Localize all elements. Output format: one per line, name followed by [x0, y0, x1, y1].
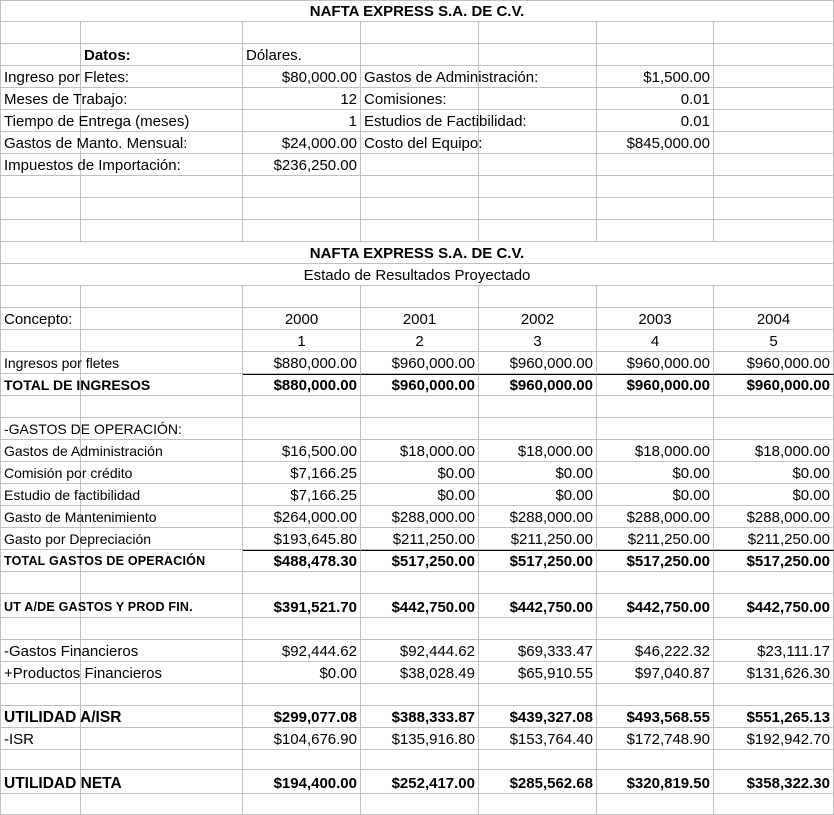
row-label[interactable]: Comisión por crédito [0, 462, 81, 484]
cell[interactable] [714, 198, 834, 220]
value-cell[interactable]: $92,444.62 [243, 640, 361, 662]
value-cell[interactable]: $38,028.49 [361, 662, 479, 684]
cell[interactable] [0, 330, 81, 352]
cell[interactable] [361, 286, 479, 308]
cell[interactable] [597, 176, 714, 198]
value-cell[interactable]: $7,166.25 [243, 462, 361, 484]
cell[interactable] [597, 572, 714, 594]
value-cell[interactable]: $442,750.00 [361, 594, 479, 618]
cell[interactable] [479, 22, 597, 44]
gastos-operacion-header-row [0, 418, 834, 440]
cell[interactable] [0, 176, 81, 198]
value-cell[interactable]: $0.00 [597, 462, 714, 484]
period-header[interactable]: 5 [714, 330, 834, 352]
cell[interactable] [243, 684, 361, 706]
utilidad-neta-row [0, 770, 834, 794]
cell[interactable] [81, 750, 243, 770]
value-cell[interactable]: $960,000.00 [714, 374, 834, 396]
period-header[interactable]: 2 [361, 330, 479, 352]
empty-row [0, 572, 834, 594]
cell[interactable] [714, 618, 834, 640]
empty-row [0, 198, 834, 220]
gasto-depreciacion-row [0, 528, 834, 550]
row-label[interactable]: UTILIDAD A/ISR [0, 706, 81, 728]
empty-row [0, 618, 834, 640]
cell[interactable] [714, 66, 834, 88]
cell[interactable] [361, 618, 479, 640]
datos-value-gastos-admin[interactable]: $1,500.00 [597, 66, 714, 88]
datos-value-impuestos-importacion[interactable]: $236,250.00 [243, 154, 361, 176]
value-cell[interactable]: $391,521.70 [243, 594, 361, 618]
value-cell[interactable]: $299,077.08 [243, 706, 361, 728]
cell[interactable] [479, 396, 597, 418]
datos-header-row [0, 44, 834, 66]
year-header[interactable]: 2001 [361, 308, 479, 330]
datos-label-impuestos-importacion[interactable]: Impuestos de Importación: [0, 154, 81, 176]
cell[interactable] [597, 618, 714, 640]
datos-label-costo-equipo[interactable]: Costo del Equipo: [361, 132, 479, 154]
value-cell[interactable]: $18,000.00 [479, 440, 597, 462]
cell[interactable] [479, 44, 597, 66]
estudio-factibilidad-row [0, 484, 834, 506]
cell[interactable] [0, 198, 81, 220]
value-cell[interactable]: $0.00 [597, 484, 714, 506]
cell[interactable] [597, 794, 714, 815]
productos-financieros-row [0, 662, 834, 684]
value-cell[interactable]: $358,322.30 [714, 770, 834, 794]
cell[interactable] [361, 198, 479, 220]
cell[interactable] [243, 176, 361, 198]
cell[interactable] [479, 132, 597, 154]
value-cell[interactable]: $320,819.50 [597, 770, 714, 794]
empty-row [0, 684, 834, 706]
cell[interactable] [81, 286, 243, 308]
year-header[interactable]: 2003 [597, 308, 714, 330]
cell[interactable] [361, 794, 479, 815]
value-cell[interactable]: $264,000.00 [243, 506, 361, 528]
title-row [0, 0, 834, 22]
row-label[interactable]: Gastos de Administración [0, 440, 81, 462]
year-header[interactable]: 2000 [243, 308, 361, 330]
row-label[interactable]: Gasto de Mantenimiento [0, 506, 81, 528]
statement-title[interactable]: Estado de Resultados Proyectado [0, 264, 834, 286]
row-label[interactable]: Ingresos por fletes [0, 352, 81, 374]
cell[interactable] [243, 618, 361, 640]
gastos-admin-row [0, 440, 834, 462]
value-cell[interactable]: $551,265.13 [714, 706, 834, 728]
datos-row [0, 110, 834, 132]
cell[interactable] [479, 794, 597, 815]
value-cell[interactable]: $442,750.00 [479, 594, 597, 618]
cell[interactable] [81, 308, 243, 330]
cell[interactable] [597, 220, 714, 242]
comision-credito-row [0, 462, 834, 484]
datos-row [0, 132, 834, 154]
value-cell[interactable]: $285,562.68 [479, 770, 597, 794]
cell[interactable] [0, 684, 81, 706]
total-ingresos-row [0, 374, 834, 396]
cell[interactable] [361, 396, 479, 418]
value-cell[interactable]: $488,478.30 [243, 550, 361, 572]
value-cell[interactable]: $18,000.00 [361, 440, 479, 462]
datos-value-tiempo-entrega[interactable]: 1 [243, 110, 361, 132]
period-header[interactable]: 4 [597, 330, 714, 352]
total-gastos-operacion-row [0, 550, 834, 572]
datos-label[interactable]: Datos: [81, 44, 243, 66]
value-cell[interactable]: $439,327.08 [479, 706, 597, 728]
datos-label-ingreso-fletes[interactable]: Ingreso por Fletes: [0, 66, 81, 88]
empty-row [0, 176, 834, 198]
cell[interactable] [243, 220, 361, 242]
value-cell[interactable]: $7,166.25 [243, 484, 361, 506]
cell[interactable] [714, 418, 834, 440]
value-cell[interactable]: $135,916.80 [361, 728, 479, 750]
value-cell[interactable]: $288,000.00 [714, 506, 834, 528]
value-cell[interactable]: $104,676.90 [243, 728, 361, 750]
cell[interactable] [479, 154, 597, 176]
value-cell[interactable]: $517,250.00 [597, 550, 714, 572]
cell[interactable] [0, 44, 81, 66]
value-cell[interactable]: $46,222.32 [597, 640, 714, 662]
cell[interactable] [597, 44, 714, 66]
gastos-financieros-row [0, 640, 834, 662]
cell[interactable] [479, 286, 597, 308]
datos-label-tiempo-entrega[interactable]: Tiempo de Entrega (meses) [0, 110, 81, 132]
cell[interactable] [81, 220, 243, 242]
cell[interactable] [479, 684, 597, 706]
value-cell[interactable]: $960,000.00 [597, 352, 714, 374]
row-label[interactable]: +Productos Financieros [0, 662, 81, 684]
datos-value-estudios-factibilidad[interactable]: 0.01 [597, 110, 714, 132]
cell[interactable] [479, 750, 597, 770]
datos-label-comisiones[interactable]: Comisiones: [361, 88, 479, 110]
value-cell[interactable]: $960,000.00 [361, 374, 479, 396]
currency-label[interactable]: Dólares. [243, 44, 361, 66]
statement-company-row [0, 242, 834, 264]
cell[interactable] [0, 220, 81, 242]
datos-value-meses-trabajo[interactable]: 12 [243, 88, 361, 110]
cell[interactable] [479, 198, 597, 220]
row-label[interactable]: TOTAL GASTOS DE OPERACIÓN [0, 550, 81, 572]
value-cell[interactable]: $0.00 [361, 484, 479, 506]
value-cell[interactable]: $172,748.90 [597, 728, 714, 750]
cell[interactable] [361, 220, 479, 242]
cell[interactable] [714, 794, 834, 815]
cell[interactable] [0, 794, 81, 815]
empty-row [0, 220, 834, 242]
value-cell[interactable]: $211,250.00 [597, 528, 714, 550]
value-cell[interactable]: $288,000.00 [361, 506, 479, 528]
value-cell[interactable]: $18,000.00 [714, 440, 834, 462]
cell[interactable] [714, 684, 834, 706]
value-cell[interactable]: $0.00 [714, 462, 834, 484]
statement-company[interactable]: NAFTA EXPRESS S.A. DE C.V. [0, 242, 834, 264]
value-cell[interactable]: $23,111.17 [714, 640, 834, 662]
cell[interactable] [243, 418, 361, 440]
cell[interactable] [597, 418, 714, 440]
ingresos-fletes-row [0, 352, 834, 374]
section-label[interactable]: -GASTOS DE OPERACIÓN: [0, 418, 81, 440]
value-cell[interactable]: $0.00 [243, 662, 361, 684]
row-label[interactable]: Estudio de factibilidad [0, 484, 81, 506]
value-cell[interactable]: $442,750.00 [597, 594, 714, 618]
empty-row [0, 794, 834, 815]
value-cell[interactable]: $0.00 [361, 462, 479, 484]
cell[interactable] [361, 22, 479, 44]
years-row [0, 308, 834, 330]
ut-gastos-row [0, 594, 834, 618]
value-cell[interactable]: $97,040.87 [597, 662, 714, 684]
cell[interactable] [0, 396, 81, 418]
cell[interactable] [81, 330, 243, 352]
value-cell[interactable]: $211,250.00 [361, 528, 479, 550]
cell[interactable] [243, 396, 361, 418]
cell[interactable] [597, 684, 714, 706]
periods-row [0, 330, 834, 352]
cell[interactable] [0, 572, 81, 594]
cell[interactable] [597, 750, 714, 770]
cell[interactable] [0, 618, 81, 640]
value-cell[interactable]: $517,250.00 [479, 550, 597, 572]
cell[interactable] [81, 728, 243, 750]
cell[interactable] [714, 110, 834, 132]
cell[interactable] [243, 22, 361, 44]
value-cell[interactable]: $0.00 [479, 484, 597, 506]
cell[interactable] [243, 198, 361, 220]
value-cell[interactable]: $960,000.00 [714, 352, 834, 374]
row-label[interactable]: TOTAL DE INGRESOS [0, 374, 81, 396]
cell[interactable] [0, 22, 81, 44]
value-cell[interactable]: $16,500.00 [243, 440, 361, 462]
datos-label-gastos-manto[interactable]: Gastos de Manto. Mensual: [0, 132, 81, 154]
value-cell[interactable]: $517,250.00 [361, 550, 479, 572]
value-cell[interactable]: $193,645.80 [243, 528, 361, 550]
datos-row [0, 154, 834, 176]
datos-label-meses-trabajo[interactable]: Meses de Trabajo: [0, 88, 81, 110]
cell[interactable] [0, 286, 81, 308]
cell[interactable] [714, 154, 834, 176]
cell[interactable] [243, 794, 361, 815]
cell[interactable] [597, 198, 714, 220]
cell[interactable] [714, 132, 834, 154]
value-cell[interactable]: $288,000.00 [479, 506, 597, 528]
year-header[interactable]: 2004 [714, 308, 834, 330]
cell[interactable] [479, 618, 597, 640]
empty-row [0, 286, 834, 308]
empty-row [0, 22, 834, 44]
cell[interactable] [714, 396, 834, 418]
cell[interactable] [361, 176, 479, 198]
value-cell[interactable]: $442,750.00 [714, 594, 834, 618]
value-cell[interactable]: $493,568.55 [597, 706, 714, 728]
cell[interactable] [714, 22, 834, 44]
cell[interactable] [714, 572, 834, 594]
cell[interactable] [714, 286, 834, 308]
cell[interactable] [597, 154, 714, 176]
statement-title-row [0, 264, 834, 286]
value-cell[interactable]: $960,000.00 [361, 352, 479, 374]
row-label[interactable]: UTILIDAD NETA [0, 770, 81, 794]
value-cell[interactable]: $517,250.00 [714, 550, 834, 572]
value-cell[interactable]: $288,000.00 [597, 506, 714, 528]
period-header[interactable]: 1 [243, 330, 361, 352]
period-header[interactable]: 3 [479, 330, 597, 352]
cell[interactable] [479, 572, 597, 594]
cell[interactable] [81, 396, 243, 418]
cell[interactable] [361, 572, 479, 594]
cell[interactable] [714, 44, 834, 66]
value-cell[interactable]: $153,764.40 [479, 728, 597, 750]
cell[interactable] [81, 684, 243, 706]
cell[interactable] [597, 22, 714, 44]
datos-value-ingreso-fletes[interactable]: $80,000.00 [243, 66, 361, 88]
cell[interactable] [361, 154, 479, 176]
cell[interactable] [81, 198, 243, 220]
value-cell[interactable]: $65,910.55 [479, 662, 597, 684]
value-cell[interactable]: $0.00 [479, 462, 597, 484]
cell[interactable] [597, 396, 714, 418]
value-cell[interactable]: $192,942.70 [714, 728, 834, 750]
value-cell[interactable]: $880,000.00 [243, 374, 361, 396]
value-cell[interactable]: $960,000.00 [479, 352, 597, 374]
row-label[interactable]: -ISR [0, 728, 81, 750]
value-cell[interactable]: $960,000.00 [479, 374, 597, 396]
cell[interactable] [479, 88, 597, 110]
cell[interactable] [361, 684, 479, 706]
value-cell[interactable]: $92,444.62 [361, 640, 479, 662]
cell[interactable] [714, 88, 834, 110]
cell[interactable] [81, 22, 243, 44]
value-cell[interactable]: $252,417.00 [361, 770, 479, 794]
concept-label[interactable]: Concepto: [0, 308, 81, 330]
row-label[interactable]: -Gastos Financieros [0, 640, 81, 662]
cell[interactable] [479, 418, 597, 440]
cell[interactable] [361, 418, 479, 440]
value-cell[interactable]: $388,333.87 [361, 706, 479, 728]
value-cell[interactable]: $131,626.30 [714, 662, 834, 684]
cell[interactable] [81, 572, 243, 594]
row-label[interactable]: UT A/DE GASTOS Y PROD FIN. [0, 594, 81, 618]
gasto-mantenimiento-row [0, 506, 834, 528]
cell[interactable] [243, 572, 361, 594]
value-cell[interactable]: $18,000.00 [597, 440, 714, 462]
empty-row [0, 396, 834, 418]
value-cell[interactable]: $880,000.00 [243, 352, 361, 374]
cell[interactable] [479, 176, 597, 198]
datos-value-costo-equipo[interactable]: $845,000.00 [597, 132, 714, 154]
cell[interactable] [714, 220, 834, 242]
cell[interactable] [361, 44, 479, 66]
datos-value-comisiones[interactable]: 0.01 [597, 88, 714, 110]
cell[interactable] [0, 750, 81, 770]
cell[interactable] [714, 750, 834, 770]
datos-label-estudios-factibilidad[interactable]: Estudios de Factibilidad: [361, 110, 479, 132]
value-cell[interactable]: $211,250.00 [714, 528, 834, 550]
utilidad-aisr-row [0, 706, 834, 728]
value-cell[interactable]: $69,333.47 [479, 640, 597, 662]
value-cell[interactable]: $211,250.00 [479, 528, 597, 550]
value-cell[interactable]: $194,400.00 [243, 770, 361, 794]
row-label[interactable]: Gasto por Depreciación [0, 528, 81, 550]
cell[interactable] [714, 176, 834, 198]
cell[interactable] [81, 176, 243, 198]
cell[interactable] [81, 618, 243, 640]
cell[interactable] [243, 286, 361, 308]
datos-value-gastos-manto[interactable]: $24,000.00 [243, 132, 361, 154]
datos-row [0, 88, 834, 110]
year-header[interactable]: 2002 [479, 308, 597, 330]
cell[interactable] [479, 220, 597, 242]
cell[interactable] [597, 286, 714, 308]
datos-label-gastos-admin[interactable]: Gastos de Administración: [361, 66, 479, 88]
cell[interactable] [361, 750, 479, 770]
cell[interactable] [243, 750, 361, 770]
datos-row [0, 66, 834, 88]
value-cell[interactable]: $960,000.00 [597, 374, 714, 396]
value-cell[interactable]: $0.00 [714, 484, 834, 506]
empty-row [0, 750, 834, 770]
isr-row [0, 728, 834, 750]
cell[interactable] [81, 794, 243, 815]
company-title[interactable]: NAFTA EXPRESS S.A. DE C.V. [0, 0, 834, 22]
